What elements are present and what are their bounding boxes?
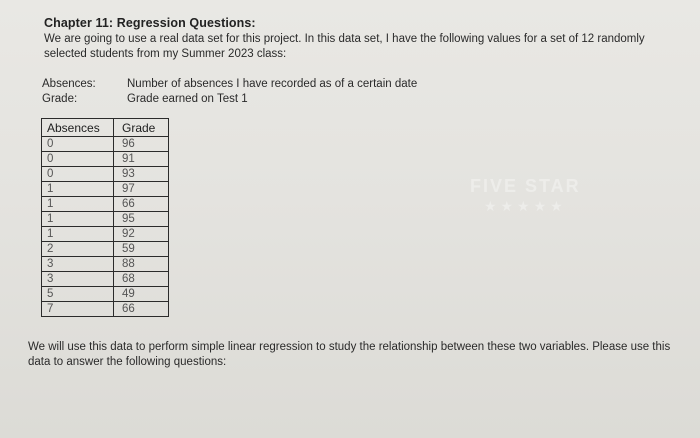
absences-cell: 1	[42, 212, 114, 227]
watermark-stars: ★★★★★	[483, 198, 567, 214]
grade-cell: 96	[114, 137, 169, 152]
data-table	[41, 118, 169, 317]
definition-term-absences: Absences:	[42, 78, 96, 90]
grade-cell: 97	[114, 182, 169, 197]
grade-cell: 66	[114, 197, 169, 212]
table-row	[42, 152, 169, 167]
definition-desc-grade: Grade earned on Test 1	[127, 93, 248, 105]
grade-cell: 66	[114, 302, 169, 317]
intro-paragraph: We are going to use a real data set for this project. In this data set, I have the following values for a set of 12 randomly selected students from my Summer 2023 class:	[44, 33, 645, 60]
table-row	[42, 137, 169, 152]
table-row	[42, 257, 169, 272]
header-absences: Absences	[42, 119, 114, 137]
absences-cell: 0	[42, 152, 114, 167]
chapter-heading: Chapter 11: Regression Questions:	[44, 16, 256, 30]
table-row	[42, 182, 169, 197]
grade-cell: 93	[114, 167, 169, 182]
grade-cell: 95	[114, 212, 169, 227]
table-header-row	[42, 119, 169, 137]
closing-paragraph: We will use this data to perform simple linear regression to study the relationship between these two variables. Please use this data to answer the following questions:	[28, 341, 671, 368]
table-row	[42, 212, 169, 227]
grade-cell: 88	[114, 257, 169, 272]
absences-cell: 0	[42, 167, 114, 182]
absences-cell: 2	[42, 242, 114, 257]
table-row	[42, 302, 169, 317]
table-row	[42, 167, 169, 182]
absences-cell: 1	[42, 197, 114, 212]
five-star-watermark	[470, 176, 581, 216]
table-row	[42, 197, 169, 212]
table-row	[42, 272, 169, 287]
table-row	[42, 287, 169, 302]
table-body	[42, 137, 169, 317]
definition-term-grade: Grade:	[42, 93, 78, 105]
grade-cell: 49	[114, 287, 169, 302]
grade-cell: 91	[114, 152, 169, 167]
table-row	[42, 242, 169, 257]
header-grade: Grade	[114, 119, 169, 137]
table-row	[42, 227, 169, 242]
absences-cell: 3	[42, 257, 114, 272]
absences-cell: 7	[42, 302, 114, 317]
absences-cell: 1	[42, 182, 114, 197]
watermark-text: FIVE STAR	[470, 176, 581, 196]
absences-cell: 1	[42, 227, 114, 242]
grade-cell: 68	[114, 272, 169, 287]
grade-cell: 59	[114, 242, 169, 257]
absences-cell: 0	[42, 137, 114, 152]
definition-desc-absences: Number of absences I have recorded as of a certain date	[127, 78, 418, 90]
absences-cell: 3	[42, 272, 114, 287]
grade-cell: 92	[114, 227, 169, 242]
absences-cell: 5	[42, 287, 114, 302]
